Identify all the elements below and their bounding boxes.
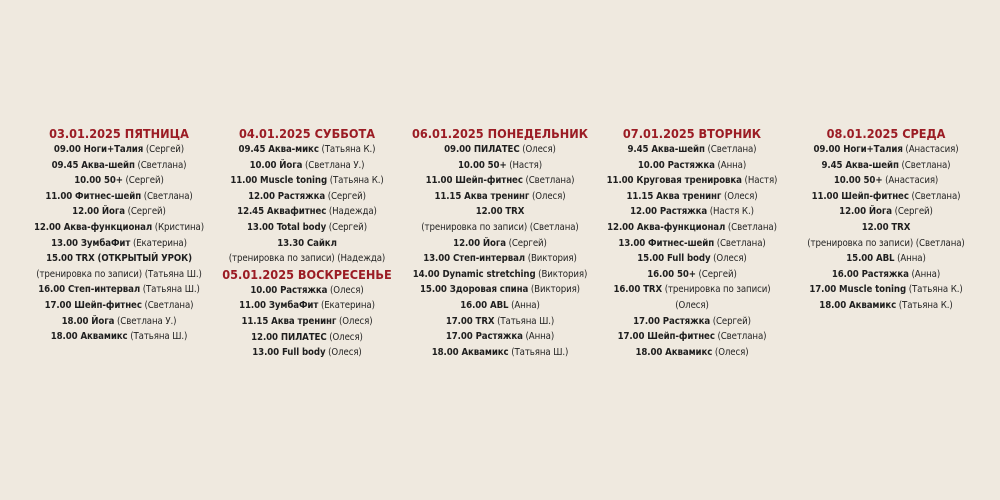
day-column-tuesday [590, 126, 794, 360]
schedule-row: 12.00 Аква-функционал (Кристина) [33, 221, 205, 233]
schedule-row: 11.00 Шейп-фитнес (Светлана) [425, 175, 575, 187]
day-column-wednesday [786, 126, 986, 314]
schedule-row: 12.00 Йога (Сергей) [839, 206, 933, 218]
schedule-note: (тренировка по записи) (Светлана) [807, 237, 965, 249]
schedule-row: 17.00 Шейп-фитнес (Светлана) [617, 331, 767, 343]
day-column-monday [400, 126, 600, 360]
schedule-row: 18.00 Йога (Светлана У.) [61, 315, 177, 327]
schedule-row: 15.00 Full body (Олеся) [637, 253, 747, 265]
schedule-row: 18.00 Аквамикс (Татьяна К.) [819, 299, 953, 311]
schedule-row: 9.45 Аква-шейп (Светлана) [821, 159, 951, 171]
schedule-row: 15.00 Здоровая спина (Виктория) [420, 284, 580, 296]
schedule-note: (Олеся) [675, 299, 709, 311]
schedule-row: 12.00 Аква-функционал (Светлана) [607, 221, 777, 233]
day-title: 07.01.2025 ВТОРНИК [622, 126, 762, 141]
day-title: 03.01.2025 ПЯТНИЦА [49, 126, 189, 141]
schedule-row: 11.00 ЗумбаФит (Екатерина) [239, 300, 375, 312]
day-title: 06.01.2025 ПОНЕДЕЛЬНИК [411, 126, 589, 141]
schedule-row: 16.00 Растяжка (Анна) [831, 268, 941, 280]
schedule-row: 11.00 Muscle toning (Татьяна К.) [230, 175, 384, 187]
schedule-row: 09.00 Ноги+Талия (Сергей) [53, 144, 185, 155]
schedule-row: 12.00 Йога (Сергей) [453, 237, 547, 249]
schedule-row: 09.45 Аква-микс (Татьяна К.) [238, 144, 376, 155]
schedule-row: 10.00 50+ (Настя) [457, 159, 543, 171]
schedule-row: 13.00 Full body (Олеся) [252, 347, 362, 359]
day-column-friday [14, 126, 224, 345]
schedule-row: 17.00 Шейп-фитнес (Светлана) [44, 299, 194, 311]
day-title: 05.01.2025 ВОСКРЕСЕНЬЕ [222, 266, 392, 282]
schedule-row: 12.00 Растяжка (Сергей) [248, 190, 366, 202]
schedule-note: (тренировка по записи) (Татьяна Ш.) [36, 268, 202, 280]
schedule-row: 15.00 ABL (Анна) [846, 253, 926, 265]
schedule-row: 11.15 Аква тренинг (Олеся) [241, 315, 373, 327]
schedule-row: 13.00 Фитнес-шейп (Светлана) [618, 237, 766, 249]
day-column-saturday-sunday [207, 126, 407, 361]
schedule-row: 11.15 Аква тренинг (Олеся) [434, 190, 566, 202]
schedule-row: 12.00 TRX [475, 206, 525, 218]
schedule-row: 10.00 50+ (Сергей) [74, 175, 164, 187]
schedule-row: 13.00 Total body (Сергей) [247, 221, 367, 233]
schedule-row: 14.00 Dynamic stretching (Виктория) [412, 268, 588, 280]
schedule-row: 09.00 Ноги+Талия (Анастасия) [813, 144, 959, 155]
schedule-row: 17.00 Растяжка (Сергей) [633, 315, 751, 327]
schedule-row: 09.45 Аква-шейп (Светлана) [51, 159, 187, 171]
schedule-row: 13.30 Сайкл [277, 237, 337, 249]
schedule-row: 09.00 ПИЛАТЕС (Олеся) [444, 144, 556, 155]
schedule-row: 17.00 TRX (Татьяна Ш.) [445, 315, 555, 327]
schedule-row: 18.00 Аквамикс (Татьяна Ш.) [50, 331, 188, 343]
schedule-row: 11.00 Круговая тренировка (Настя) [606, 175, 778, 187]
schedule-note: (тренировка по записи) (Светлана) [421, 221, 579, 233]
schedule-row: 12.00 ПИЛАТЕС (Олеся) [251, 331, 363, 343]
schedule-row: 12.00 TRX [861, 221, 911, 233]
day-title: 08.01.2025 СРЕДА [826, 126, 946, 141]
schedule-row: 11.00 Шейп-фитнес (Светлана) [811, 190, 961, 202]
day-title: 04.01.2025 СУББОТА [238, 126, 376, 141]
schedule-row: 16.00 ABL (Анна) [460, 299, 540, 311]
schedule-row: 10.00 Растяжка (Олеся) [250, 284, 364, 296]
schedule-row: 12.45 Аквафитнес (Надежда) [237, 206, 377, 218]
schedule-row: 10.00 Растяжка (Анна) [637, 159, 747, 171]
schedule-row: 9.45 Аква-шейп (Светлана) [627, 144, 757, 155]
schedule-row: 12.00 Йога (Сергей) [72, 206, 166, 218]
schedule-row: 10.00 50+ (Анастасия) [833, 175, 939, 187]
schedule-row: 11.00 Фитнес-шейп (Светлана) [45, 190, 193, 202]
schedule-row: 17.00 Растяжка (Анна) [445, 331, 555, 343]
schedule-row: 18.00 Аквамикс (Татьяна Ш.) [431, 346, 569, 358]
schedule-row: 13.00 ЗумбаФит (Екатерина) [51, 237, 187, 249]
schedule-row: 13.00 Степ-интервал (Виктория) [423, 253, 577, 265]
schedule-row: 16.00 Степ-интервал (Татьяна Ш.) [38, 284, 200, 296]
schedule-row: 18.00 Аквамикс (Олеся) [635, 346, 749, 358]
schedule-row: 16.00 TRX (тренировка по записи) [613, 284, 771, 296]
schedule-row: 10.00 Йога (Светлана У.) [249, 159, 365, 171]
schedule-note: (тренировка по записи) (Надежда) [228, 253, 386, 265]
schedule-row: 17.00 Muscle toning (Татьяна К.) [809, 284, 963, 296]
schedule-row: 11.15 Аква тренинг (Олеся) [626, 190, 758, 202]
schedule-row: 12.00 Растяжка (Настя К.) [630, 206, 754, 218]
schedule-row: 16.00 50+ (Сергей) [647, 268, 737, 280]
schedule-row: 15.00 TRX (ОТКРЫТЫЙ УРОК) [46, 253, 192, 265]
